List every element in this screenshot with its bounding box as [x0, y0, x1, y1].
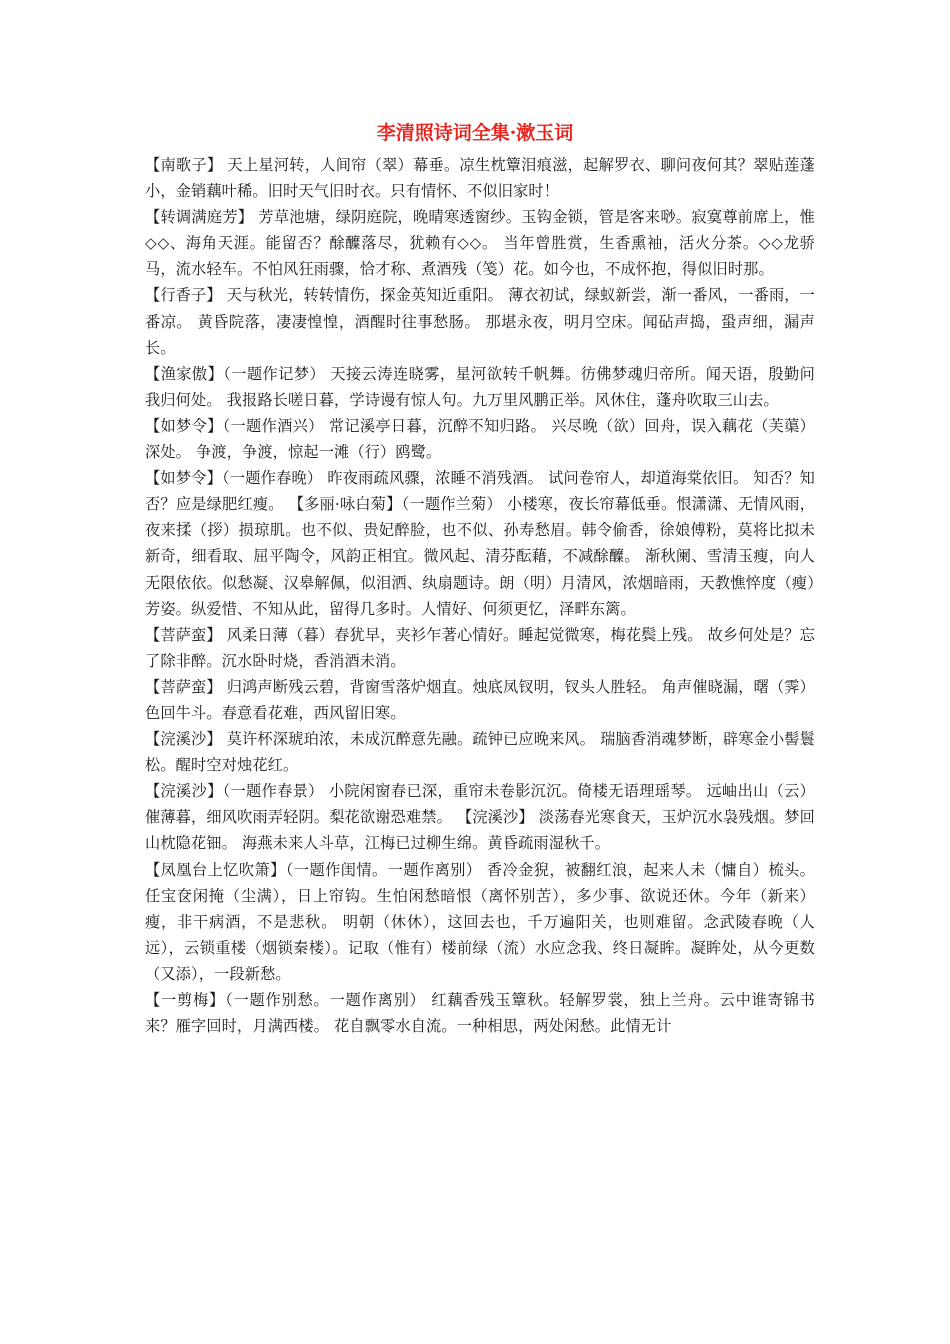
poem-paragraph: 【菩萨蛮】 风柔日薄（暮）春犹早，夹衫乍著心情好。睡起觉微寒，梅花鬓上残。 故乡何处是？忘了除非醉。沉水卧时烧，香消酒未消。	[145, 625, 815, 670]
poem-paragraph: 【转调满庭芳】 芳草池塘，绿阴庭院，晚晴寒透窗纱。玉钩金锁，管是客来唦。寂寞尊前席上，惟◇◇、海角天涯。能留否？酴醾落尽，犹赖有◇◇。 当年曾胜赏，生香熏袖，活火分茶。◇◇龙骄马，流水轻车。不怕风狂雨骤，恰才称、煮酒残（笺）花。如今也，不成怀抱，得似旧时那。	[145, 208, 815, 279]
poem-paragraph: 【菩萨蛮】 归鸿声断残云碧，背窗雪落炉烟直。烛底凤钗明，钗头人胜轻。 角声催晓漏，曙（霁）色回牛斗。春意看花难，西风留旧寒。	[145, 677, 815, 722]
poem-paragraph: 【浣溪沙】 莫许杯深琥珀浓，未成沉醉意先融。疏钟已应晚来风。 瑞脑香消魂梦断，辟寒金小髻鬟松。醒时空对烛花红。	[145, 730, 815, 775]
poem-paragraph: 【浣溪沙】（一题作春景） 小院闲窗春已深，重帘未卷影沉沉。倚楼无语理瑶琴。 远岫出山（云）催薄暮，细风吹雨弄轻阴。梨花欲谢恐难禁。 【浣溪沙】 淡荡春光寒食天，玉炉沉水袅残烟。梦回山枕隐花钿。 海燕未来人斗草，江梅已过柳生绵。黄昏疏雨湿秋千。	[145, 782, 815, 853]
poem-paragraph: 【南歌子】 天上星河转，人间帘（翠）幕垂。凉生枕簟泪痕滋，起解罗衣、聊问夜何其？翠贴莲蓬小，金销藕叶稀。旧时天气旧时衣。只有情怀、不似旧家时！	[145, 156, 815, 201]
document-title: 李清照诗词全集·漱玉词	[376, 122, 574, 144]
poem-paragraph: 【如梦令】（一题作酒兴） 常记溪亭日暮，沉醉不知归路。 兴尽晚（欲）回舟，误入藕花（芙蕖）深处。 争渡，争渡，惊起一滩（行）鸥鹭。	[145, 416, 815, 462]
poem-paragraph: 【如梦令】（一题作春晚） 昨夜雨疏风骤，浓睡不消残酒。 试问卷帘人，却道海棠依旧。 知否？知否？应是绿肥红瘦。 【多丽·咏白菊】（一题作兰菊） 小楼寒，夜长帘幕低垂。恨潇潇、无情风雨，夜来揉（拶）损琼肌。也不似、贵妃醉脸，也不似、孙寿愁眉。韩令偷香，徐娘傅粉，莫将比拟未新奇，细看取、屈平陶令，风韵正相宜。微风起、清芬酝藉，不减酴醾。 渐秋阑、雪清玉瘦，向人无限依依。似愁凝、汉皋解佩，似泪洒、纨扇题诗。朗（明）月清风，浓烟暗雨，天教憔悴度（瘦）芳姿。纵爱惜、不知从此，留得几多时。人情好、何须更忆，泽畔东篱。	[145, 469, 815, 618]
poem-paragraph: 【渔家傲】（一题作记梦） 天接云涛连晓雾，星河欲转千帆舞。彷佛梦魂归帝所。闻天语，殷勤问我归何处。 我报路长嗟日暮，学诗谩有惊人句。九万里风鹏正举。风休住，蓬舟吹取三山去。	[145, 364, 815, 409]
poem-paragraph: 【行香子】 天与秋光，转转情伤，探金英知近重阳。 薄衣初试，绿蚁新尝，渐一番风，一番雨，一番凉。 黄昏院落，凄凄惶惶，酒醒时往事愁肠。 那堪永夜，明月空床。闻砧声捣，蛩声细，漏声长。	[145, 286, 815, 357]
poem-paragraph: 【一剪梅】（一题作别愁。一题作离别） 红藕香残玉簟秋。轻解罗裳，独上兰舟。云中谁寄锦书来？雁字回时，月满西楼。 花自飘零水自流。一种相思，两处闲愁。此情无计	[145, 991, 815, 1036]
poem-paragraph: 【凤凰台上忆吹箫】（一题作闺情。一题作离别） 香冷金猊，被翻红浪，起来人未（慵自）梳头。任宝奁闲掩（尘满），日上帘钩。生怕闲愁暗恨（离怀别苦），多少事、欲说还休。今年（新来）瘦，非干病酒，不是悲秋。 明朝（休休），这回去也，千万遍阳关，也则难留。念武陵春晚（人远），云锁重楼（烟锁秦楼）。记取（惟有）楼前绿（流）水应念我、终日凝眸。凝眸处，从今更数（又添），一段新愁。	[145, 860, 815, 983]
poem-body	[145, 152, 815, 1039]
